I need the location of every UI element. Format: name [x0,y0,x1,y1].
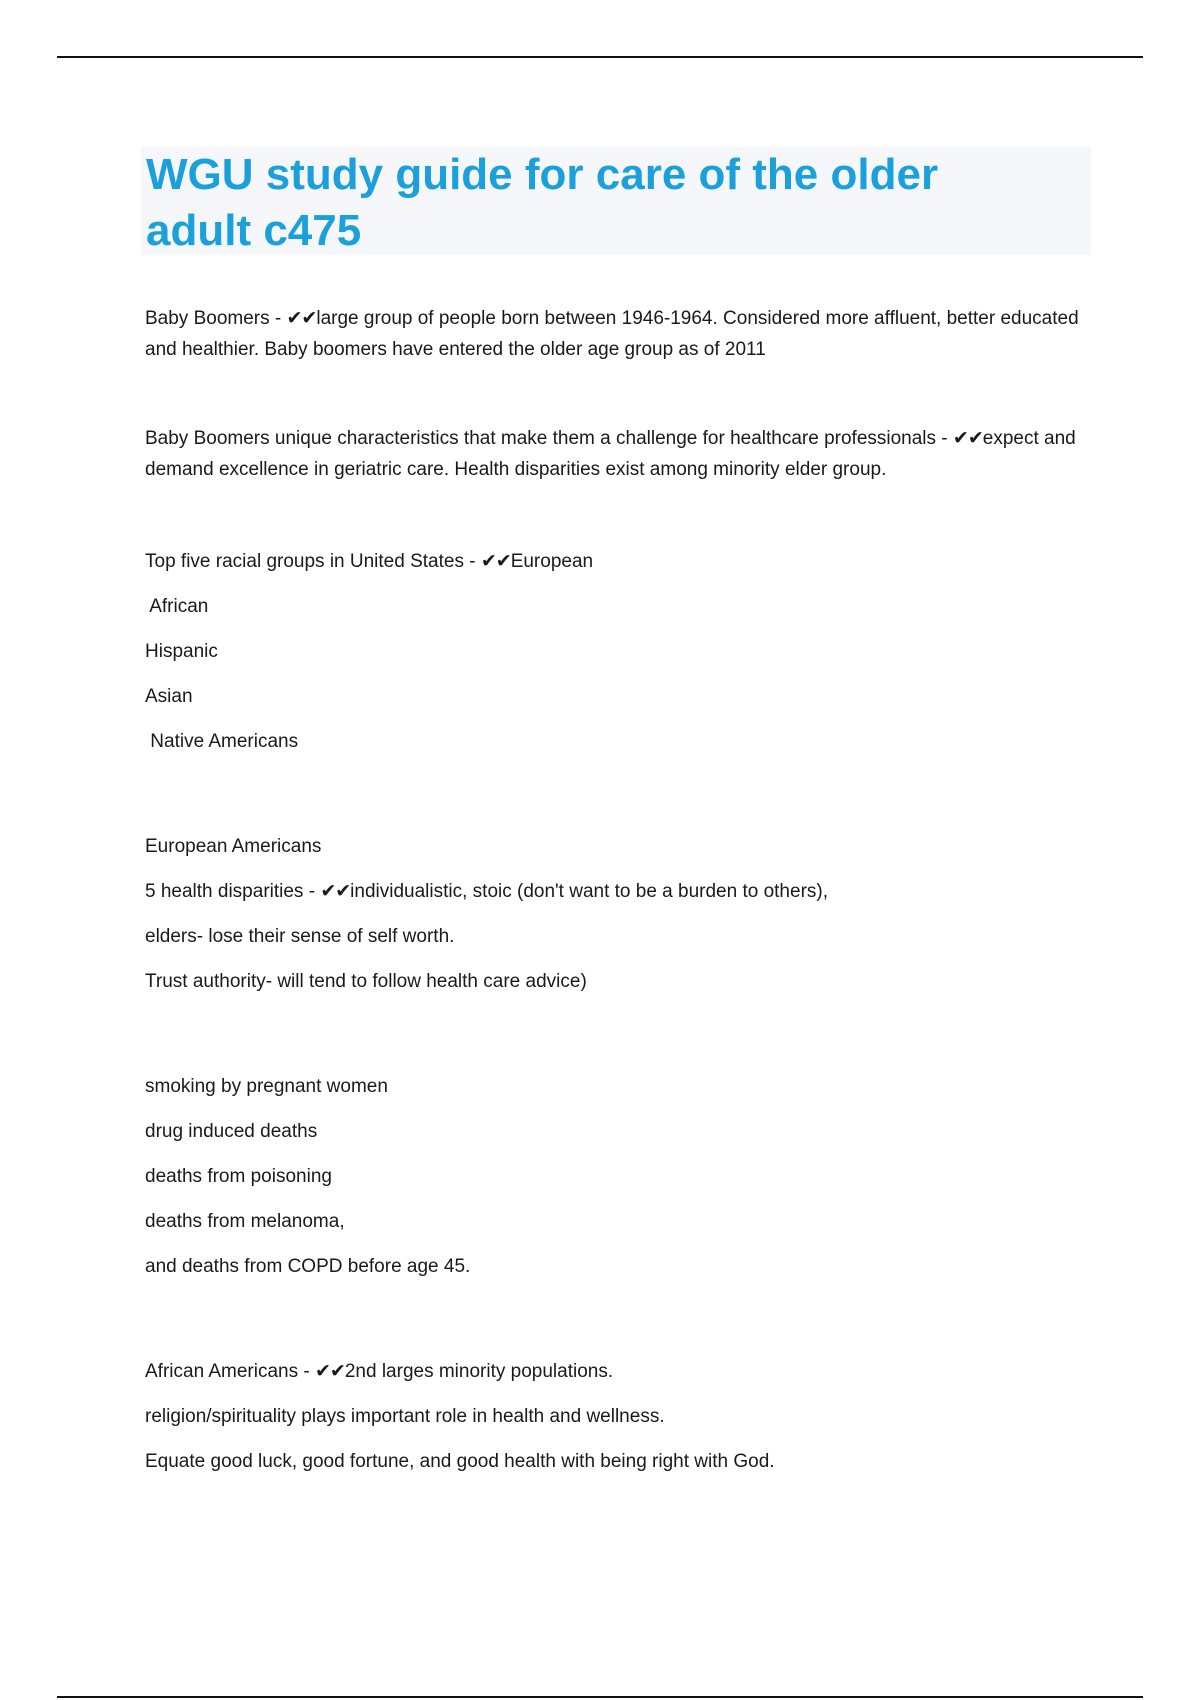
list-item: drug induced deaths [145,1121,318,1142]
list-item: elders- lose their sense of self worth. [145,926,455,947]
document-title: WGU study guide for care of the older adult c475 [146,150,939,255]
entry-definition: expect and demand excellence in geriatric care. Health disparities exist among minority elder group. [145,428,1076,480]
list-item: religion/spirituality plays important role in health and wellness. [145,1406,665,1427]
list-item: and deaths from COPD before age 45. [145,1256,471,1277]
entry-definition: individualistic, stoic (don't want to be a burden to others), [350,881,829,902]
entry-term: Baby Boomers - [145,308,287,329]
section-heading-european-americans: European Americans [145,836,322,857]
footer-rule [57,1696,1143,1698]
check-mark-icon: ✔✔ [320,881,351,902]
list-item: European [510,551,594,572]
entry-term: Baby Boomers unique characteristics that make them a challenge for healthcare professionals - [145,428,953,449]
list-item: deaths from melanoma, [145,1211,345,1232]
list-item: Native Americans [145,731,299,752]
list-item: deaths from poisoning [145,1166,332,1187]
entry-boomer-challenges [145,423,1085,485]
header-rule [57,56,1143,58]
entry-term: 5 health disparities - [145,881,321,902]
entry-racial-groups [145,539,1085,584]
check-mark-icon: ✔✔ [286,308,317,329]
title-banner [141,147,1091,255]
entry-term: African Americans - [145,1361,315,1382]
entry-definition: 2nd larges minority populations. [344,1361,614,1382]
entry-african-americans [145,1349,1085,1394]
list-item: smoking by pregnant women [145,1076,388,1097]
list-item: Trust authority- will tend to follow health care advice) [145,971,587,992]
list-item: Equate good luck, good fortune, and good health with being right with God. [145,1451,775,1472]
list-item: Hispanic [145,641,218,662]
list-item: Asian [145,686,193,707]
check-mark-icon: ✔✔ [315,1361,345,1382]
entry-term: Top five racial groups in United States - [145,551,481,572]
entry-european-disparities [145,869,1085,914]
list-item: African [145,596,209,617]
check-mark-icon: ✔✔ [480,551,511,572]
entry-definition: large group of people born between 1946-1964. Considered more affluent, better educated and healthier. Baby boomers have entered the older age group as of 2011 [145,308,1079,360]
entry-baby-boomers [145,303,1085,365]
document-body [145,303,1085,1484]
check-mark-icon: ✔✔ [952,428,983,449]
